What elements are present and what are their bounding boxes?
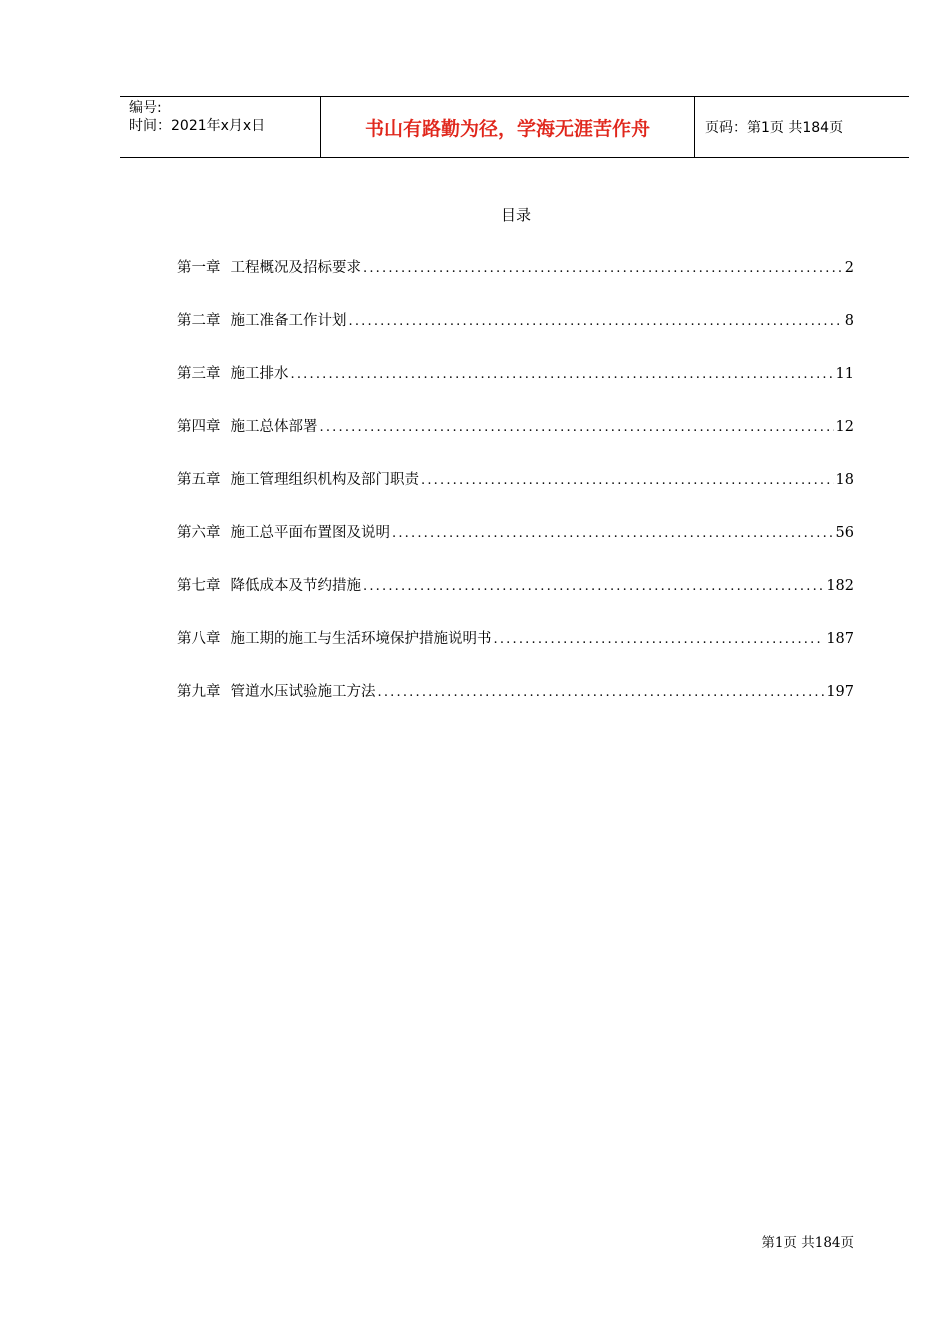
toc-chapter-title: 施工总体部署 bbox=[230, 419, 318, 435]
toc-leader-dots bbox=[291, 367, 834, 382]
toc-chapter: 第一章 bbox=[177, 260, 221, 276]
toc-leader-dots bbox=[494, 632, 825, 647]
toc-entry[interactable] bbox=[177, 680, 854, 733]
toc-page-number: 187 bbox=[826, 631, 854, 647]
toc-chapter-title: 施工管理组织机构及部门职责 bbox=[230, 472, 419, 488]
toc-chapter-title: 施工准备工作计划 bbox=[230, 313, 347, 329]
toc-page-number: 12 bbox=[835, 419, 854, 435]
toc-chapter: 第七章 bbox=[177, 578, 221, 594]
toc-chapter: 第二章 bbox=[177, 313, 221, 329]
toc-chapter: 第九章 bbox=[177, 684, 221, 700]
toc-leader-dots bbox=[363, 261, 843, 276]
toc-entry[interactable] bbox=[177, 362, 854, 415]
time-label: 时间：2021年x月x日 bbox=[129, 118, 266, 134]
toc-chapter: 第四章 bbox=[177, 419, 221, 435]
toc-page-number: 18 bbox=[835, 472, 854, 488]
toc-entry[interactable] bbox=[177, 415, 854, 468]
toc-chapter-title: 施工总平面布置图及说明 bbox=[230, 525, 390, 541]
toc-chapter: 第六章 bbox=[177, 525, 221, 541]
toc-entry[interactable] bbox=[177, 309, 854, 362]
toc-entry[interactable] bbox=[177, 574, 854, 627]
toc-chapter-title: 管道水压试验施工方法 bbox=[230, 684, 376, 700]
header-left-cell bbox=[120, 97, 321, 157]
toc-page-number: 11 bbox=[835, 366, 854, 382]
toc-entry[interactable] bbox=[177, 521, 854, 574]
toc-entry[interactable] bbox=[177, 627, 854, 680]
toc-page-number: 56 bbox=[835, 525, 854, 541]
table-of-contents bbox=[177, 256, 854, 733]
toc-chapter: 第五章 bbox=[177, 472, 221, 488]
toc-leader-dots bbox=[349, 314, 843, 329]
toc-leader-dots bbox=[421, 473, 834, 488]
document-header bbox=[120, 96, 909, 158]
number-label: 编号: bbox=[129, 100, 162, 116]
toc-leader-dots bbox=[392, 526, 834, 541]
page-footer: 第1页 共184页 bbox=[761, 1235, 854, 1251]
toc-page-number: 182 bbox=[826, 578, 854, 594]
toc-chapter-title: 工程概况及招标要求 bbox=[230, 260, 361, 276]
toc-leader-dots bbox=[378, 685, 825, 700]
toc-leader-dots bbox=[363, 579, 824, 594]
toc-chapter: 第三章 bbox=[177, 366, 221, 382]
toc-leader-dots bbox=[320, 420, 834, 435]
toc-chapter-title: 降低成本及节约措施 bbox=[230, 578, 361, 594]
toc-entry[interactable] bbox=[177, 256, 854, 309]
toc-page-number: 8 bbox=[844, 313, 854, 329]
header-page-info: 页码：第1页 共184页 bbox=[705, 120, 844, 136]
motto: 书山有路勤为径，学海无涯苦作舟 bbox=[321, 97, 695, 157]
toc-chapter-title: 施工期的施工与生活环境保护措施说明书 bbox=[230, 631, 492, 647]
toc-entry[interactable] bbox=[177, 468, 854, 521]
toc-page-number: 197 bbox=[826, 684, 854, 700]
toc-chapter-title: 施工排水 bbox=[230, 366, 289, 382]
toc-chapter: 第八章 bbox=[177, 631, 221, 647]
toc-title: 目录 bbox=[500, 206, 531, 224]
toc-page-number: 2 bbox=[844, 260, 854, 276]
